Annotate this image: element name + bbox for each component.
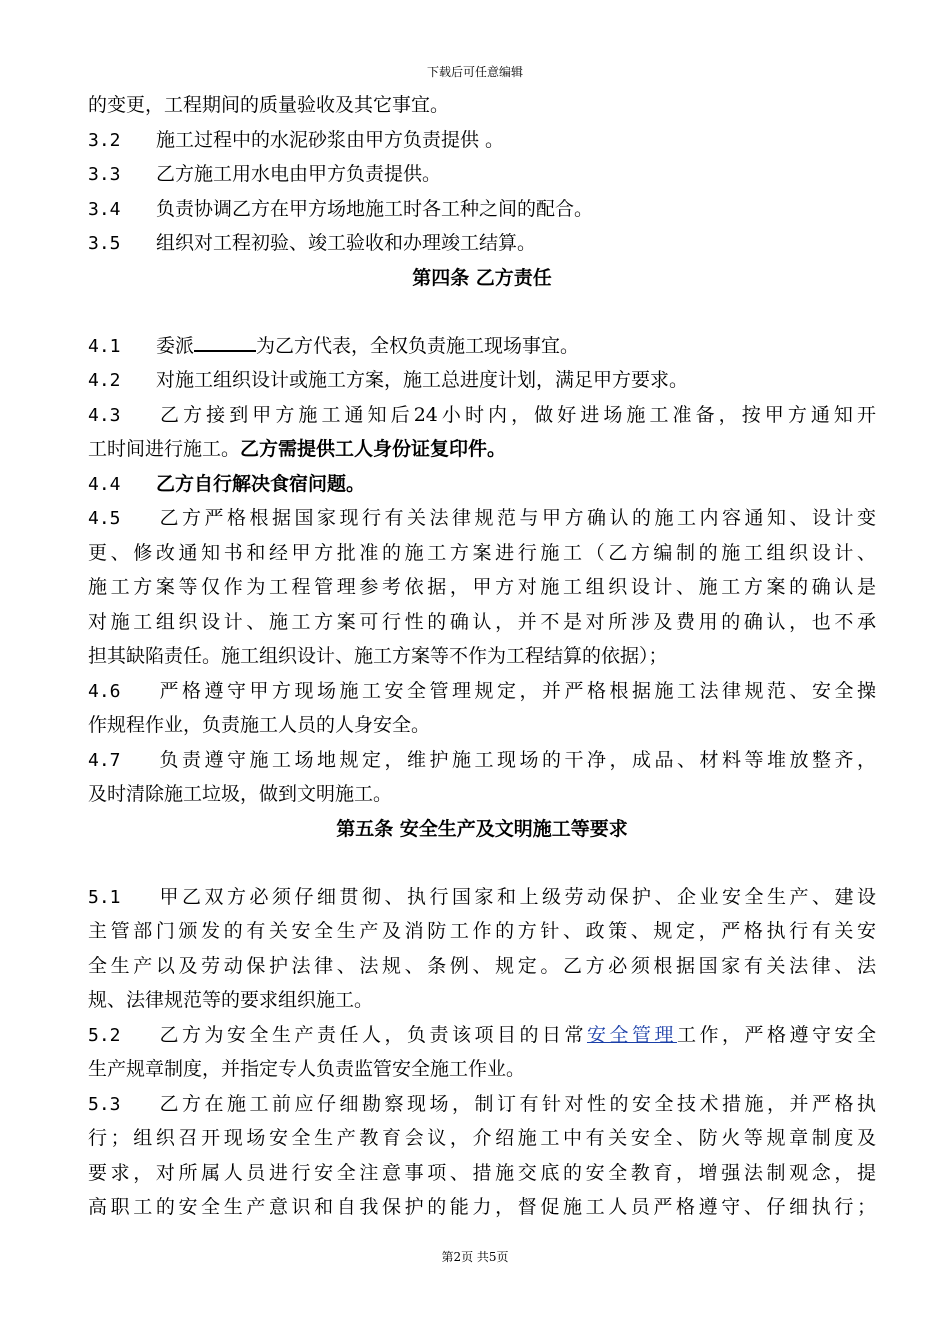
clause-text: 担其缺陷责任。施工组织设计、施工方案等不作为工程结算的依据）；: [88, 645, 668, 667]
clause-text: 乙方接到甲方施工通知后24小时内，做好进场施工准备，按甲方通知开: [156, 403, 876, 426]
clause-text: 乙方严格根据国家现行有关法律规范与甲方确认的施工内容通知、设计变: [156, 507, 876, 529]
clause-text: 施工过程中的水泥砂浆由甲方负责提供 。: [156, 128, 505, 151]
clause-number: 3.2: [88, 129, 121, 151]
clause-number: 4.6: [88, 680, 121, 702]
clause-5-3-cont: [88, 1190, 876, 1225]
clause-5-2: [88, 1018, 876, 1053]
clause-number: 5.3: [88, 1093, 121, 1115]
clause-4-5-cont: [88, 605, 876, 640]
safety-management-link[interactable]: 安全管理: [586, 1023, 677, 1046]
clause-text: 作规程作业，负责施工人员的人身安全。: [88, 714, 431, 736]
clause-text: 要求，对所属人员进行安全注意事项、措施交底的安全教育，增强法制观念，提: [88, 1161, 876, 1184]
clause-4-5-cont: [88, 639, 876, 674]
clause-text: 对施工组织设计或施工方案，施工总进度计划，满足甲方要求。: [156, 369, 689, 391]
clause-number: 4.2: [88, 370, 121, 391]
clause-number: 3.5: [88, 233, 121, 254]
clause-4-6: [88, 674, 876, 709]
clause-3-3: [88, 157, 876, 192]
clause-number: 5.1: [88, 886, 121, 908]
clause-4-3-cont: [88, 432, 876, 467]
clause-text: 对施工组织设计、施工方案可行性的确认，并不是对所涉及费用的确认，也不承: [88, 610, 876, 633]
clause-5-2-cont: [88, 1052, 876, 1087]
clause-3-4: [88, 192, 876, 227]
clause-number: 3.4: [88, 198, 121, 220]
section-heading-4: 第四条 乙方责任: [412, 266, 552, 289]
clause-number: 5.2: [88, 1024, 121, 1046]
clause-4-1: [88, 329, 876, 364]
clause-3-5: [88, 226, 876, 261]
clause-text: 乙方为安全生产责任人，负责该项目的日常: [156, 1023, 587, 1046]
clause-text: 乙方在施工前应仔细勘察现场，制订有针对性的安全技术措施，并严格执: [156, 1092, 876, 1115]
clause-text: 负责遵守施工场地规定，维护施工现场的干净，成品、材料等堆放整齐，: [156, 748, 876, 771]
clause-3-2: [88, 123, 876, 158]
clause-text: 行；组织召开现场安全生产教育会议，介绍施工中有关安全、防火等规章制度及: [88, 1127, 876, 1149]
clause-emphasis: 乙方需提供工人身份证复印件。: [240, 438, 507, 460]
clause-text: 主管部门颁发的有关安全生产及消防工作的方针、政策、规定，严格执行有关安: [88, 920, 876, 942]
fill-in-blank: [194, 332, 256, 352]
document-body: [88, 88, 876, 1225]
clause-text: 全生产以及劳动保护法律、法规、条例、规定。乙方必须根据国家有关法律、法: [88, 954, 876, 977]
clause-text: 工作，严格遵守安全: [676, 1023, 876, 1046]
paragraph-line: [88, 88, 876, 123]
clause-text: 乙方施工用水电由甲方负责提供。: [156, 163, 442, 185]
clause-number: 4.3: [88, 404, 121, 426]
clause-4-7: [88, 743, 876, 778]
clause-text: 高职工的安全生产意识和自我保护的能力，督促施工人员严格遵守、仔细执行；: [88, 1196, 876, 1218]
clause-text: 为乙方代表，全权负责施工现场事宜。: [256, 334, 580, 357]
clause-5-1-cont: [88, 983, 876, 1018]
clause-5-3-cont: [88, 1121, 876, 1156]
clause-4-4: [88, 467, 876, 502]
clause-text: 施工方案等仅作为工程管理参考依据，甲方对施工组织设计、施工方案的确认是: [88, 576, 876, 598]
clause-text: 工时间进行施工。: [88, 438, 241, 460]
clause-number: 4.4: [88, 473, 121, 495]
clause-4-5: [88, 501, 876, 536]
clause-5-3-cont: [88, 1156, 876, 1191]
clause-text: 委派: [156, 334, 195, 357]
clause-4-7-cont: [88, 777, 876, 812]
clause-5-1-cont: [88, 914, 876, 949]
clause-5-3: [88, 1087, 876, 1122]
clause-number: 4.1: [88, 335, 121, 357]
clause-4-2: [88, 363, 876, 398]
page-footer: 第2页 共5页: [441, 1250, 509, 1264]
clause-5-1: [88, 880, 876, 915]
clause-text: 甲乙双方必须仔细贯彻、执行国家和上级劳动保护、企业安全生产、建设: [156, 885, 876, 908]
clause-emphasis: 乙方自行解决食宿问题。: [156, 472, 366, 495]
page-header: 下载后可任意编辑: [426, 65, 523, 79]
paragraph-text: 的变更，工程期间的质量验收及其它事宜。: [88, 94, 450, 116]
clause-4-3: [88, 398, 876, 433]
clause-number: 3.3: [88, 164, 121, 185]
clause-number: 4.5: [88, 508, 121, 529]
clause-text: 及时清除施工垃圾，做到文明施工。: [88, 783, 393, 805]
section-heading-5: 第五条 安全生产及文明施工等要求: [336, 817, 628, 840]
clause-text: 规、法律规范等的要求组织施工。: [88, 989, 374, 1011]
clause-text: 负责协调乙方在甲方场地施工时各工种之间的配合。: [156, 197, 594, 220]
clause-4-6-cont: [88, 708, 876, 743]
clause-text: 组织对工程初验、竣工验收和办理竣工结算。: [156, 232, 537, 254]
clause-4-5-cont: [88, 536, 876, 571]
clause-5-1-cont: [88, 949, 876, 984]
clause-number: 4.7: [88, 749, 121, 771]
clause-text: 更、修改通知书和经甲方批准的施工方案进行施工（乙方编制的施工组织设计、: [88, 541, 876, 564]
clause-text: 生产规章制度，并指定专人负责监管安全施工作业。: [88, 1058, 526, 1080]
clause-text: 严格遵守甲方现场施工安全管理规定，并严格根据施工法律规范、安全操: [156, 679, 876, 702]
clause-4-5-cont: [88, 570, 876, 605]
